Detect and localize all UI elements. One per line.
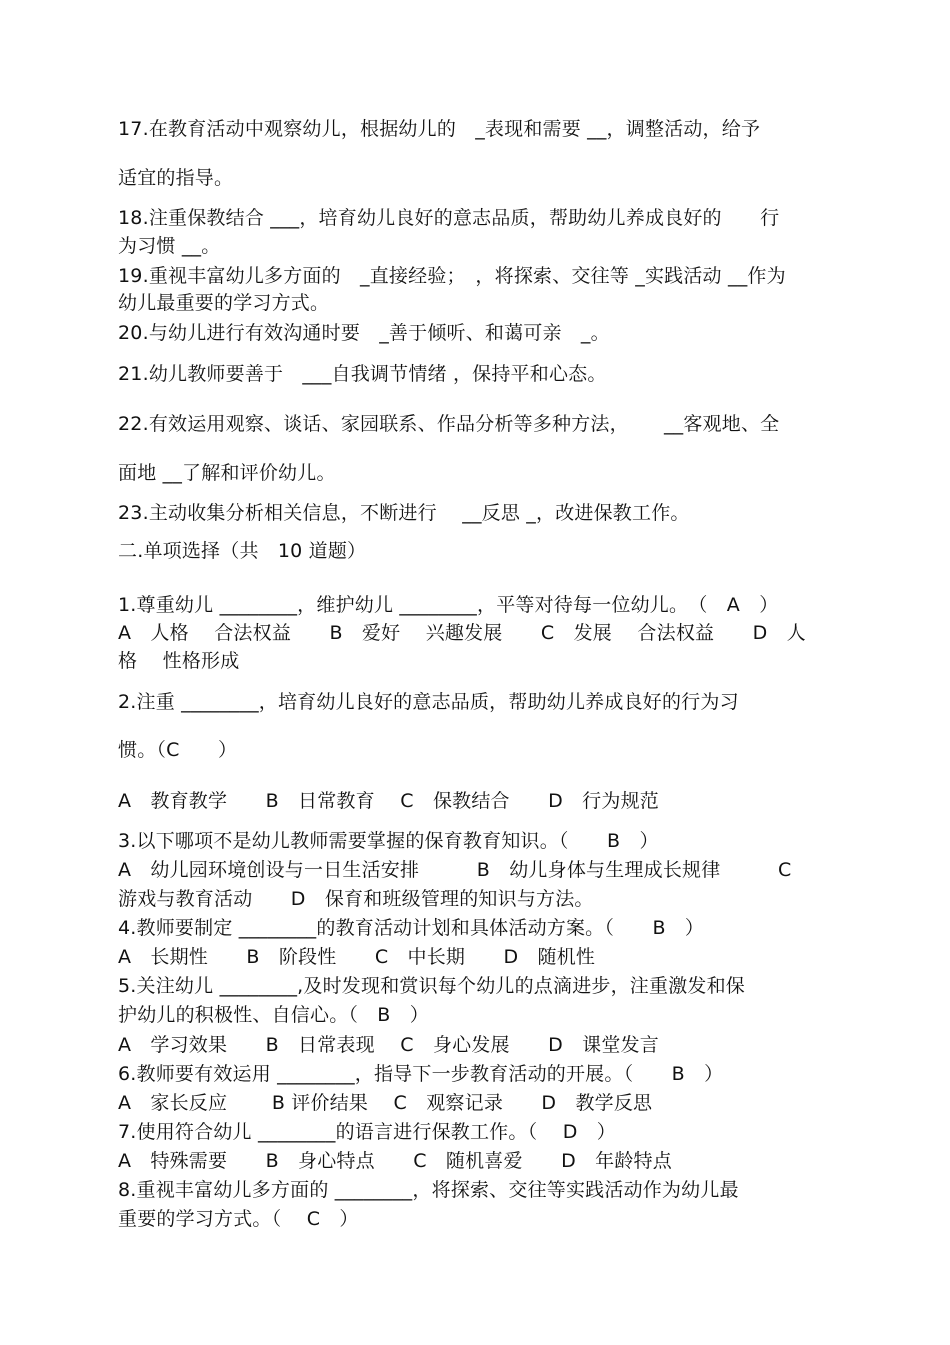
mc-1-options-line-1: A 人格 合法权益 B 爱好 兴趣发展 C 发展 合法权益 D 人 <box>118 622 806 644</box>
mc-2-stem-line-2: 惯。（C ） <box>118 739 238 761</box>
mc-5-stem-line-1: 5.关注幼儿 ________,及时发现和赏识每个幼儿的点滴进步，注重激发和保 <box>118 975 746 997</box>
question-18-line-2: 为习惯 __。 <box>118 235 221 257</box>
question-20: 20.与幼儿进行有效沟通时要 _善于倾听、和蔼可亲 _。 <box>118 322 610 344</box>
mc-5-stem-line-2: 护幼儿的积极性、自信心。（ B ） <box>118 1004 429 1026</box>
section-heading: 二.单项选择（共 10 道题） <box>118 540 367 562</box>
question-19-line-1: 19.重视丰富幼儿多方面的 _直接经验； ，将探索、交往等 _实践活动 __作为 <box>118 265 786 287</box>
mc-5-options: A 学习效果 B 日常表现 C 身心发展 D 课堂发言 <box>118 1034 659 1056</box>
question-19-line-2: 幼儿最重要的学习方式。 <box>118 292 330 314</box>
mc-1-options-line-2: 格 性格形成 <box>118 650 240 672</box>
mc-8-stem-line-2: 重要的学习方式。（ C ） <box>118 1208 359 1230</box>
mc-1-stem: 1.尊重幼儿 ________，维护幼儿 ________，平等对待每一位幼儿。 （ A ） <box>118 594 779 616</box>
question-23: 23.主动收集分析相关信息，不断进行 __反思 _，改进保教工作。 <box>118 502 690 524</box>
mc-3-options-line-1: A 幼儿园环境创设与一日生活安排 B 幼儿身体与生理成长规律 C <box>118 859 792 881</box>
mc-2-stem-line-1: 2.注重 ________，培育幼儿良好的意志品质，帮助幼儿养成良好的行为习 <box>118 691 739 713</box>
mc-4-options: A 长期性 B 阶段性 C 中长期 D 随机性 <box>118 946 596 968</box>
mc-3-stem: 3.以下哪项不是幼儿教师需要掌握的保育教育知识。（ B ） <box>118 830 659 852</box>
mc-3-options-line-2: 游戏与教育活动 D 保育和班级管理的知识与方法。 <box>118 888 594 910</box>
mc-6-stem: 6.教师要有效运用 ________，指导下一步教育活动的开展。（ B ） <box>118 1063 724 1085</box>
question-22-line-2: 面地 __了解和评价幼儿。 <box>118 462 336 484</box>
mc-8-stem-line-1: 8.重视丰富幼儿多方面的 ________，将探索、交往等实践活动作为幼儿最 <box>118 1179 739 1201</box>
mc-4-stem: 4.教师要制定 ________的教育活动计划和具体活动方案。（ B ） <box>118 917 705 939</box>
mc-6-options: A 家长反应 B 评价结果 C 观察记录 D 教学反思 <box>118 1092 653 1114</box>
question-22-line-1: 22.有效运用观察、谈话、家园联系、作品分析等多种方法， __客观地、全 <box>118 413 780 435</box>
question-17-line-1: 17.在教育活动中观察幼儿，根据幼儿的 _表现和需要 __，调整活动，给予 <box>118 118 761 140</box>
question-18-line-1: 18.注重保教结合 ___，培育幼儿良好的意志品质，帮助幼儿养成良好的 行 <box>118 207 780 229</box>
mc-2-options: A 教育教学 B 日常教育 C 保教结合 D 行为规范 <box>118 790 659 812</box>
mc-7-options: A 特殊需要 B 身心特点 C 随机喜爱 D 年龄特点 <box>118 1150 672 1172</box>
question-21: 21.幼儿教师要善于 ___自我调节情绪 ，保持平和心态。 <box>118 363 607 385</box>
mc-7-stem: 7.使用符合幼儿 ________的语言进行保教工作。（ D ） <box>118 1121 616 1143</box>
question-17-line-2: 适宜的指导。 <box>118 167 234 189</box>
